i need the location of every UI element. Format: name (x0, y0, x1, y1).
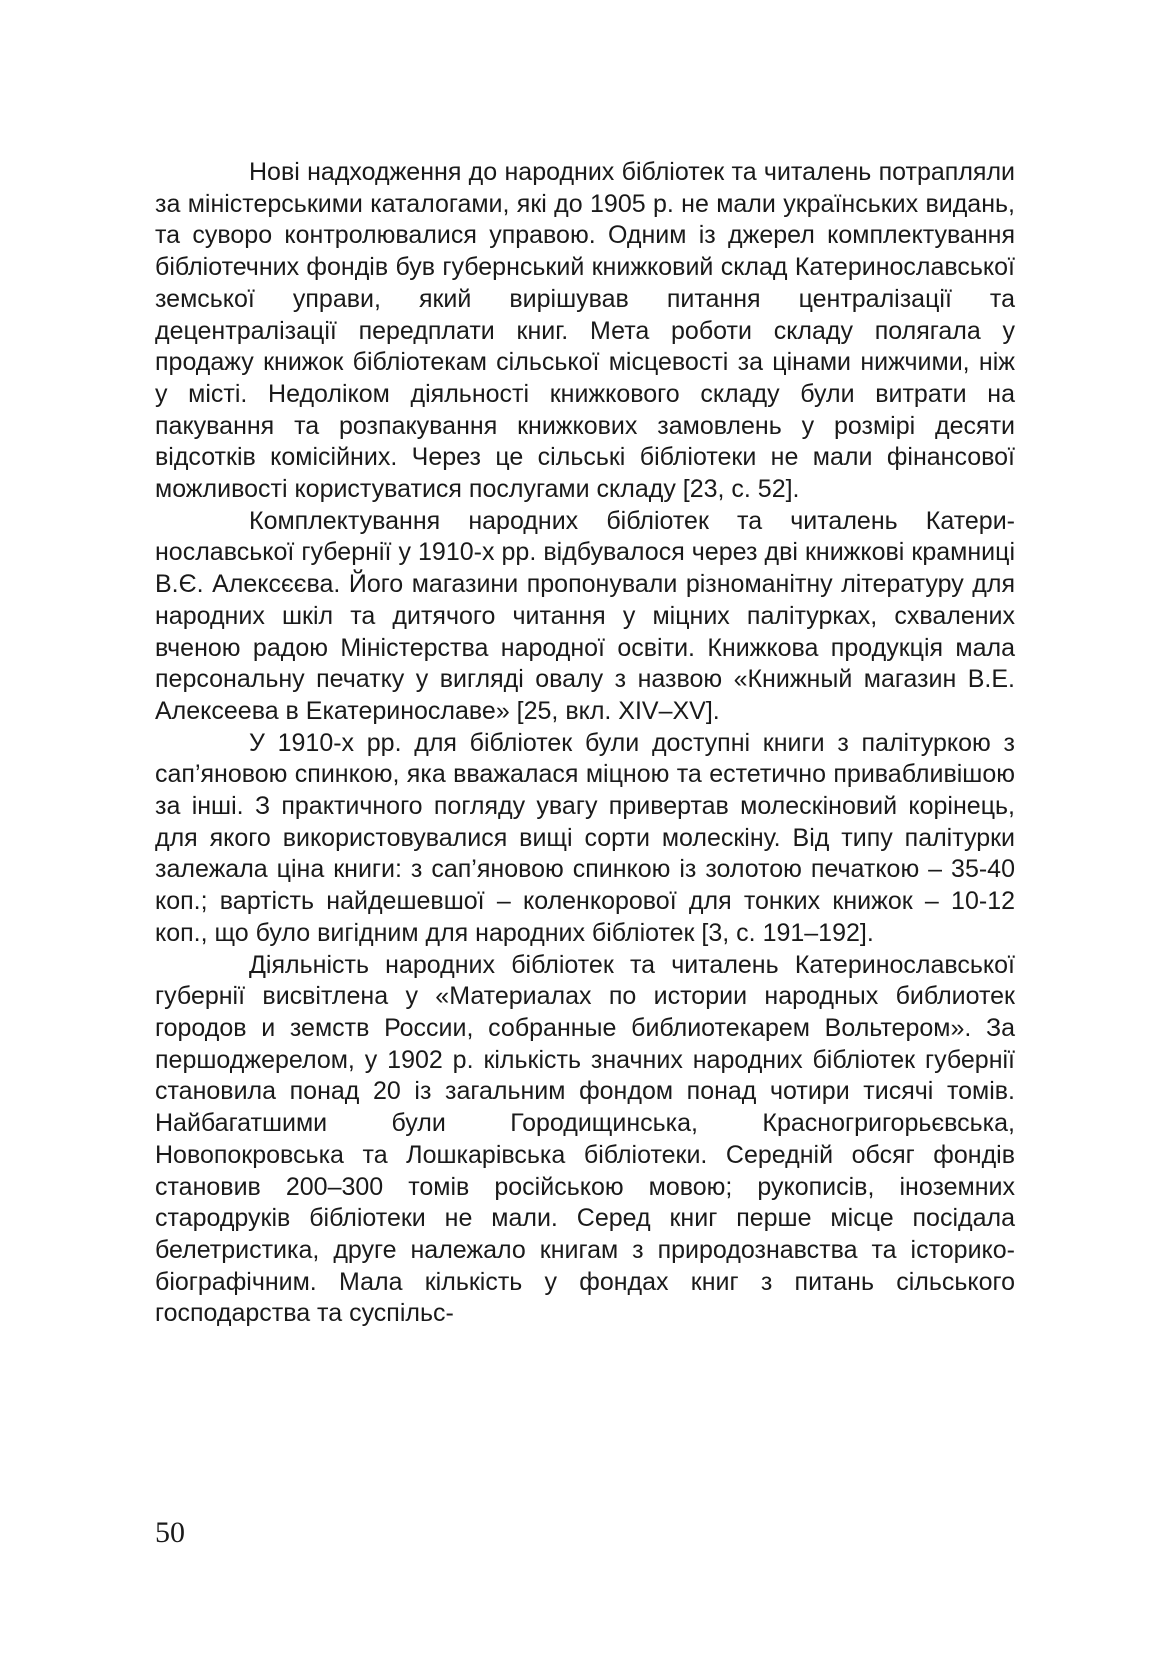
paragraph-3: У 1910-х рр. для бібліотек були доступні книги з палітуркою з сап’яновою спинкою, яка вважалася міцною та естетично привабливішою за інші. З практичного погляду увагу привертав молескіновий корінець, для якого використовувалися вищі сорти молескіну. Від типу палітурки залежала ціна книги: з сап’яновою спинкою із золотою печаткою – 35-40 коп.; вартість найдешевшої – коленкорової для тонких книжок – 10-12 коп., що було вигідним для народних бібліотек [3, с. 191–192]. (155, 728, 1015, 947)
paragraph-1: Нові надходження до народних бібліотек та читалень потрапляли за міністерськими каталогами, які до 1905 р. не мали українських видань, та суворо контролювалися управою. Одним із джерел комплектування бібліотечних фондів був губернський книжковий склад Катеринославської земської управи, який вирішував питання централізації та децентралізації передплати книг. Мета роботи складу полягала у продажу книжок бібліотекам сільської місцевості за цінами нижчими, ніж у місті. Недоліком діяльності книжкового складу були витрати на пакування та розпакування книжкових замовлень у розмірі десяти відсотків комісійних. Через це сільські бібліотеки не мали фінансової можливості користуватися послугами складу [23, с. 52]. (155, 158, 1015, 504)
paragraph-4: Діяльність народних бібліотек та читалень Катеринославської губернії висвітлена у «Материалах по истории народных библиотек городов и земств России, собранные библиотекарем Вольтером». За першоджерелом, у 1902 р. кількість значних народних бібліотек губернії становила понад 20 із загальним фондом понад чотири тисячі томів. Найбагатшими були Городищинська, Красногригорьєвська, Новопокровська та Лошкарівська бібліотеки. Середній обсяг фондів становив 200–300 томів російською мовою; рукописів, іноземних стародруків бібліотеки не мали. Серед книг перше місце посідала белетристика, друге належало книгам з природознавства та історико-біографічним. Мала кількість у фондах книг з питань сільського господарства та суспільс- (155, 950, 1015, 1328)
paragraph-2: Комплектування народних бібліотек та читалень Катеринославської губернії у 1910-х рр. відбувалося через дві книжкові крамниці В.Є. Алексєєва. Його магазини пропонували різноманітну літературу для народних шкіл та дитячого читання у міцних палітурках, схвалених вченою радою Міністерства народної освіти. Книжкова продукція мала персональну печатку у вигляді овалу з назвою «Книжный магазин В.Е. Алексеева в Екатеринославе» [25, вкл. XIV–XV]. (155, 506, 1015, 725)
page-number: 50 (155, 1516, 185, 1549)
body-text (155, 157, 1015, 1330)
